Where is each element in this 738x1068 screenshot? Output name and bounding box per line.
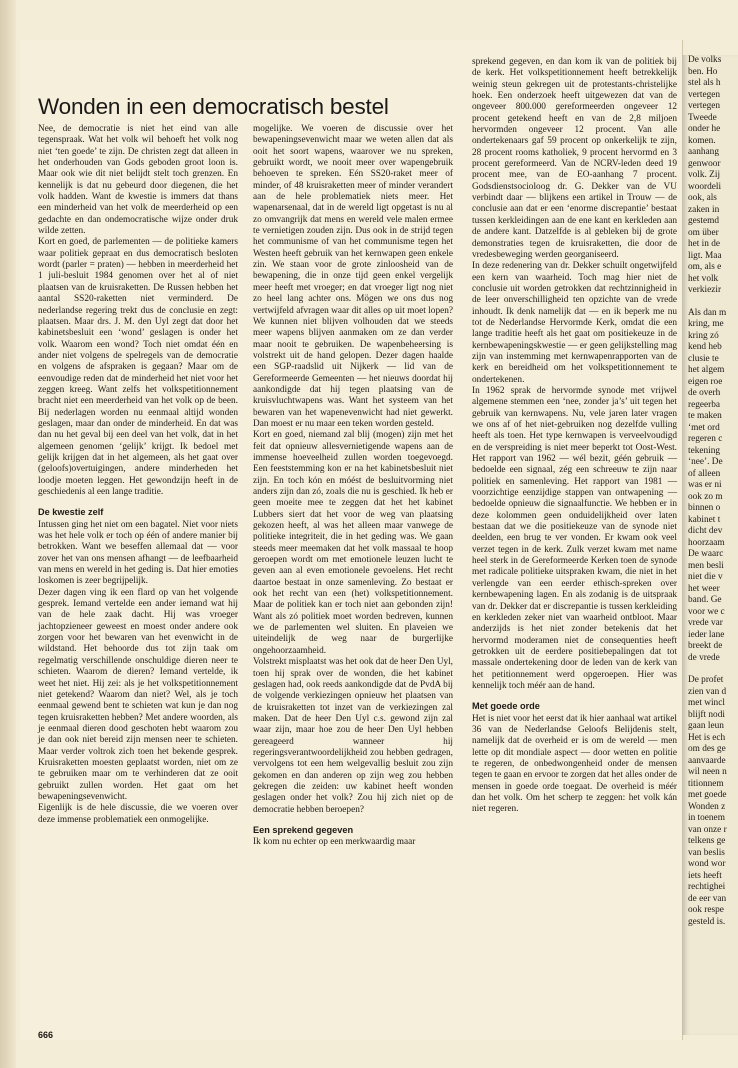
facing-page-line: breekt de xyxy=(688,641,723,651)
facing-page-line: of alleen xyxy=(688,468,721,479)
facing-page-line: telkens ge xyxy=(688,836,726,846)
paragraph: Nee, de democratie is niet het eind van alle tegenspraak. Wat het volk wil behoeft het volk nog niet ‘ten goede’ te zijn. De christen zegt dat alleen in het onderhouden van Gods geboden groot loon is. Maar ook wie dit niet belijdt stelt toch grenzen. En kennelijk is dat nu gebeurd door diegenen, die het volk hadden. Want de kwestie is immers dat thans een minderheid van het volk de meerderheid op een gedachte en dan ondemocratische wijze onder druk wilde zetten. xyxy=(38,124,238,237)
facing-page-line: ook respe xyxy=(688,905,724,915)
paragraph: In 1962 sprak de hervormde synode met vrijwel algemene stemmen een ‘nee, zonder ja’s’ uit tegen het gebruik van kernwapens. Nu, vele jaren later vragen we ons af of het niet-gebruiken nog dezelfde vulling heeft als toen. Het type kernwapen is verveelvoudigd en de verspreiding is niet meer beperkt tot Oost-West. Het rapport van 1962 — wél bezit, géén gebruik — bedoelde een signaal, zég een schreeuw te zijn naar politiek en samenleving. Het rapport van 1981 — voorzichtige eenzijdige stappen van ontwapening — bedoelde opnieuw die signaalfunctie. We hebben er in deze kolommen geen onduidelijkheid over laten bestaan dat we die positiekeuze van de synode niet deelden, een brug te ver vonden. Er kwam ook veel verzet tegen in de kerk. Zulk verzet kwam met name heel sterk in de Gereformeerde Kerken toen de synode met radicale politieke uitspraken kwam, die niet in het verlengde van een eerder ethisch-spreken over kernbewapening lagen. En als zodanig is de uitspraak van dr. Dekker dat er discrepantie is tussen kerkleiding en kerkleden zeker niet van waarheid ontbloot. Maar anderzijds is het niet zonder betekenis dat het hervormd moderamen niet de consequenties heeft getrokken uit de eerdere positiebepalingen dat tot massale ondertekening door de leden van de kerk van het petitionnement werd opgeroepen. Hier was kennelijk toch méér aan de hand. xyxy=(472,385,677,691)
facing-page-line: volk. Zij xyxy=(688,170,721,180)
facing-page-line: onder he xyxy=(688,124,721,134)
facing-page-line: het volk xyxy=(688,273,719,284)
binding-edge xyxy=(0,0,16,1068)
column-2 xyxy=(253,124,453,849)
paragraph: Kort en goed, de parlementen — de politieke kamers waar politiek gepraat en dus democratisch besloten wordt (parler = praten) — hebben in meerderheid het 1 juli-besluit 1984 genomen over het al of niet plaatsen van de kruisraketten. De Russen hebben het aantal SS20-raketten niet verminderd. De nederlandse regering trekt dus de conclusie en zegt: plaatsen. Maar drs. J. M. den Uyl zegt dat door het kabinetsbesluit een ‘wond’ geslagen is onder het volk. Waarom een wond? Toch niet omdat één en ander niet volgens de spelregels van de democratie en volgens de afspraken is gegaan? Maar om de eenvoudige reden dat de minderheid het niet voor het zeggen kreeg. Want zelfs het volkspetitionnement bracht niet een meerderheid van het volk op de been. Bij nederlagen worden nu eenmaal altijd wonden geslagen, maar dan onder de minderheid. En dat was dan nu het geval bij een deel van het volk, dat in het algemeen genomen ‘gelijk’ krijgt. Ik bedoel met gelijk krijgen dat in het algemeen, als het gaat over (geloofs)overtuigingen, andere minderheden het loodje moeten leggen. Het gewondzijn heeft in de geschiedenis al een lange traditie. xyxy=(38,237,238,497)
subheading: De kwestie zelf xyxy=(38,507,104,518)
facing-page-line: niet die v xyxy=(688,572,723,582)
facing-page-fragment xyxy=(682,55,738,1035)
facing-page-line: gesteld is. xyxy=(688,916,726,927)
paragraph: Volstrekt misplaatst was het ook dat de heer Den Uyl, toen hij sprak over de wonden, die het kabinet geslagen had, ook reeds aankondigde dat de PvdA bij de volgende verkiezingen opnieuw het plaatsen van de kruisraketten tot inzet van de verkiezingen zal maken. Dat de heer Den Uyl c.s. gewond zijn zal waar zijn, maar hoe zou de heer Den Uyl hebben gereageerd wanneer hij regeringsverantwoordelijkheid zou hebben gedragen, vervolgens tot een hem welgevallig besluit zou zijn gekomen en dan anderen op zijn weg zou hebben gekregen die zeiden: uw kabinet heeft wonden geslagen onder het volk? Zou hij zich niet op de democratie hebben beroepen? xyxy=(253,657,453,815)
facing-page-line: eigen roe xyxy=(688,376,723,387)
facing-page-line: kend heb xyxy=(688,342,722,352)
facing-page-line: titionnem xyxy=(688,778,724,789)
facing-page-line: Tweede xyxy=(688,112,717,123)
paragraph: Het is niet voor het eerst dat ik hier aanhaal wat artikel 36 van de Nederlandse Geloofs Belijdenis stelt, namelijk dat de overheid er is om de wereld — men lette op dit mondiale aspect — door wetten en politie te regeren, de onbedwongenheid onder de mensen tegen te gaan en ervoor te zorgen dat het alles onder de mensen in goede orde toegaat. De overheid is méér dan het volk. Om het scherp te zeggen: het volk kán niet regeren. xyxy=(472,713,677,815)
facing-page-line: zaken in xyxy=(688,204,720,215)
facing-page-line: vertegen xyxy=(688,101,721,111)
facing-page-line: het weer xyxy=(688,583,720,594)
facing-page-line: in toenem xyxy=(688,813,725,823)
facing-page-line: van onze r xyxy=(688,824,727,835)
facing-page-line: De waarc xyxy=(688,549,724,559)
facing-page-line: aanvaarde xyxy=(688,755,726,766)
facing-page-line: om, als e xyxy=(688,262,722,272)
paragraph: Kort en goed, niemand zal blij (mogen) zijn met het feit dat opnieuw allesvernietigende wapens aan de immense hoeveelheid zullen worden toegevoegd. Een feeststemming kon er na het kabinetsbesluit niet zijn. En toch kón en móést de besluitvorming niet anders zijn dan zó, zoals die nu is geschied. Ik heb er geen moeite mee te zeggen dat het het kabinet Lubbers siert dat het voor de weg van plaatsing gekozen heeft, al was het alleen maar vanwege de politieke integriteit, die in het geding was. We gaan steeds meer meemaken dat het volk massaal te hoop geroepen wordt om met emotionele leuzen lucht te geven aan al even emotionele gevoelens. Het recht daartoe bestaat in onze samenleving. Zo bestaat er ook het recht van een (het) volkspetitionnement. Maar de politiek kan er toch niet aan gebonden zijn! Want als zó politiek moet worden bedreven, kunnen we de parlementen wel sluiten. En plaveien we uiteindelijk de weg naar de burgerlijke ongehoorzaamheid. xyxy=(253,430,453,656)
facing-page-line: hoorzaam xyxy=(688,537,725,548)
facing-page-line: voor we c xyxy=(688,606,725,617)
facing-page-line: aanhang xyxy=(688,147,719,157)
facing-page-line: het algem xyxy=(688,365,725,375)
paragraph: sprekend gegeven, en dan kom ik van de politiek bij de kerk. Het volkspetitionnement heeft betrekkelijk weinig steun gekregen uit de protestants-christelijke hoek. Een onderzoek heeft uitgewezen dat van de ongeveer 800.000 gereformeerden ongeveer 12 procent getekend heeft en van de 2,8 miljoen hervormden ongeveer 12 procent. Van alle ondertekenaars gaf 59 procent op onkerkelijk te zijn, 28 procent rooms katholiek, 9 procent hervormd en 3 procent gereformeerd. Van de NCRV-leden deed 19 procent mee, van de EO-aanhang 7 procent. Godsdienstsocioloog dr. G. Dekker van de VU verbindt daar — blijkens een artikel in Trouw — de conclusie aan dat er een ‘enorme discrepantie’ bestaat tussen kerkleidingen aan de ene kant en kerkleden aan de andere kant. Datzelfde is al gebleken bij de grote demonstraties tegen de kruisraketten, die door de vredesbeweging werden georganiseerd. xyxy=(472,57,677,260)
facing-page-line: regeerba xyxy=(688,399,720,410)
column-1 xyxy=(38,124,238,826)
facing-page-line: Als dan m xyxy=(688,307,727,318)
facing-page-line: met wincl xyxy=(688,698,725,708)
paragraph: In deze redenering van dr. Dekker schuilt ongetwijfeld een kern van waarheid. Toch mag hier niet de conclusie uit worden getrokken dat rechtzinnigheid in de leer onverschilligheid ten opzichte van de vrede inhoudt. Ik denk namelijk dat — en ik beperk me nu tot de Nederlandse Hervormde Kerk, omdat die een lange traditie heeft als het gaat om positiekeuze in de kernbewapeningskwestie — er geen gelijkstelling mag zijn van instemming met kernwapenrapporten van de kerk en bereidheid om het volkspetitionnement te ondertekenen. xyxy=(472,261,677,385)
facing-page-line: ‘nee’. De xyxy=(688,457,723,467)
facing-page-line: komen. xyxy=(688,135,716,146)
facing-page-line: woordeli xyxy=(688,181,722,192)
column-3 xyxy=(472,57,677,816)
facing-page-line: gaan leun xyxy=(688,721,724,731)
facing-page-line: wond wor xyxy=(688,859,726,869)
paragraph: Eigenlijk is de hele discussie, die we voeren over deze immense problematiek een onmogelijke. xyxy=(38,803,238,825)
facing-page-block-3 xyxy=(682,675,738,928)
facing-page-line: van beslis xyxy=(688,847,725,858)
facing-page-line: stel als h xyxy=(688,78,721,88)
facing-page-block-1 xyxy=(682,55,738,297)
facing-page-line: blijft nodi xyxy=(688,709,725,720)
facing-page-line: band. Ge xyxy=(688,595,722,605)
facing-page-line: ‘met ord xyxy=(688,422,720,433)
facing-page-line: dicht dev xyxy=(688,526,723,536)
facing-page-line: de overh xyxy=(688,388,721,398)
facing-page-line: vertegen xyxy=(688,89,721,100)
facing-page-line: iets heeft xyxy=(688,870,722,881)
facing-page-line: clusie te xyxy=(688,353,719,364)
facing-page-line: Het is ech xyxy=(688,732,726,743)
facing-page-line: kring zó xyxy=(688,330,719,341)
facing-page-line: zien van d xyxy=(688,686,727,697)
facing-page-line: kring, me xyxy=(688,319,724,329)
facing-page-line: ben. Ho xyxy=(688,66,718,77)
facing-page-line: tekening xyxy=(688,445,721,456)
facing-page-line: ook zo m xyxy=(688,491,723,502)
page-number: 666 xyxy=(38,1030,54,1040)
facing-page-line: het in de xyxy=(688,239,721,249)
facing-page-line: regeren c xyxy=(688,434,723,444)
facing-page-block-2 xyxy=(682,308,738,665)
facing-page-line: men besli xyxy=(688,560,724,571)
facing-page-line: verkiezir xyxy=(688,285,722,295)
facing-page-line: om des ge xyxy=(688,744,726,754)
facing-page-line: vrede var xyxy=(688,618,723,628)
subheading: Met goede orde xyxy=(472,701,540,712)
paragraph: Intussen ging het niet om een bagatel. Niet voor niets was het hele volk er toch op één of andere manier bij betrokken. Want we beseffen allemaal dat — voor zover het van ons mensen afhangt — de leefbaarheid van mens en wereld in het geding is. Dat hier emoties loskomen is zeer begrijpelijk. xyxy=(38,519,238,587)
facing-page-line: De profet xyxy=(688,675,724,685)
facing-page-line: was er ni xyxy=(688,480,722,490)
facing-page-line: wil neen n xyxy=(688,767,727,777)
facing-page-line: de vrede xyxy=(688,652,720,663)
facing-page-line: om über xyxy=(688,227,719,238)
facing-page-line: gestemd xyxy=(688,216,719,226)
facing-page-line: kabinet t xyxy=(688,514,721,525)
facing-page-line: met goede xyxy=(688,790,727,800)
paragraph: Ik kom nu echter op een merkwaardig maar xyxy=(253,837,416,848)
facing-page-line: ieder lane xyxy=(688,629,725,640)
article-headline: Wonden in een democratisch bestel xyxy=(38,94,389,119)
facing-page-line: ligt. Maa xyxy=(688,250,722,261)
facing-page-line: de eer van xyxy=(688,893,727,904)
facing-page-line: De volks xyxy=(688,55,722,65)
facing-page-line: te maken xyxy=(688,411,722,421)
facing-page-line: binnen o xyxy=(688,503,721,513)
paragraph: Dezer dagen ving ik een flard op van het volgende gesprek. Iemand vertelde een ander iemand wat hij van de hele zaak dacht. Hij was vroeger jachtopzieneer geweest en moest onder andere ook zorgen voor het bewaren van het evenwicht in de wildstand. Het behoorde dus tot zijn taak om regelmatig verschillende onschuldige dieren neer te schieten. Waarom de dieren? Iemand vertelde, ik weet het niet. Hij zei: als je het volkspetitionnement niet getekend? Waarom dan niet? Wel, als je toch eenmaal gewend bent te schieten wat kun je dan nog tegen kruisraketten hebben? Met andere woorden, als je eenmaal dieren dood geschoten hebt waarom zou je dan ook niet bereid zijn mensen neer te schieten. Maar verder voltrok zich toen het bekende gesprek. Kruisraketten moesten geplaatst worden, niet om ze te gebruiken maar om te verhinderen dat ze ooit gebruikt zullen worden. Het gaat om het bewapeningsevenwicht. xyxy=(38,587,238,802)
paragraph: mogelijke. We voeren de discussie over het bewapeningsevenwicht maar we weten allen dat als ooit het soort wapens, waarover we nu spreken, gebruikt wordt, we nooit meer over wapengebruik behoeven te spreken. Eén SS20-raket meer of minder, of 48 kruisraketten meer of minder verandert aan de hele problematiek niets meer. Het wapenarsenaal, dat in de wereld ligt opgetast is nu al zo omvangrijk dat mens en wereld vele malen ermee te vernietigen zouden zijn. Dus ook in de strijd tegen het communisme of van het communisme tegen het Westen heeft gebruik van het kernwapen geen enkele zin. We staan voor de grote zinloosheid van de bewapening, die in onze tijd geen enkel vergelijk meer heeft met vroeger; en dat vroeger ligt nog niet zo heel lang achter ons. Mögen we ons dus nog vertwijfeld afvragen waar dit alles op uit moet lopen? We kunnen niet blijven volhouden dat we steeds meer wapens blijven aanmaken om ze dan verder maar nooit te gebruiken. De wapenbeheersing is volstrekt uit de hand gelopen. Dezer dagen haalde een SGP-raadslid uit Nijkerk — lid van de Gereformeerde Gemeenten — het nieuws doordat hij aankondigde dat hij tegen plaatsing van de kruisvluchtwapens was. Want het systeem van het bewaren van het wapenevenwicht had niet gewerkt. Dan moest er nu maar een teken worden gesteld. xyxy=(253,124,453,429)
facing-page-line: genwoor xyxy=(688,158,721,169)
subheading: Een sprekend gegeven xyxy=(253,824,354,835)
facing-page-line: rechtighei xyxy=(688,882,726,892)
facing-page-line: Wonden z xyxy=(688,801,726,812)
facing-page-line: ook, als xyxy=(688,193,717,203)
